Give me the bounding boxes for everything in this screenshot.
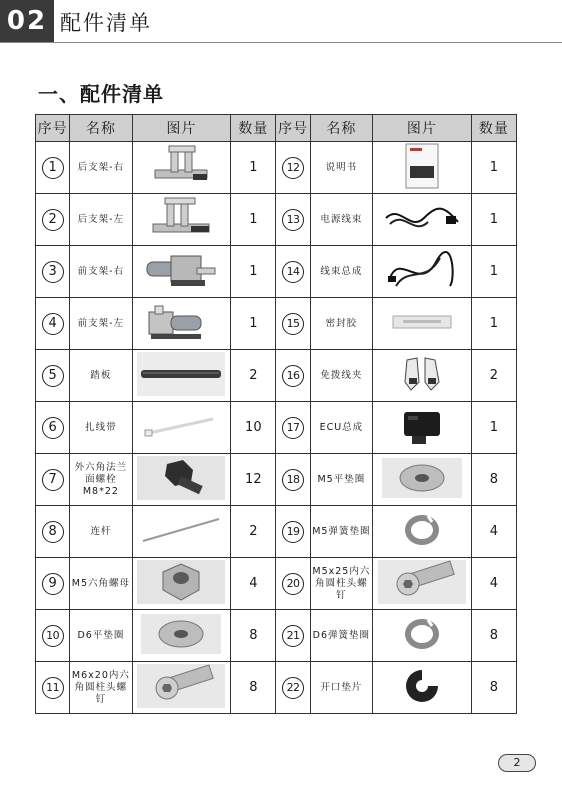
item-quantity-cell <box>471 506 516 558</box>
item-quantity-cell <box>231 350 276 402</box>
item-name-cell <box>70 194 132 246</box>
item-number: 9 <box>42 573 64 595</box>
item-name-cell <box>70 558 132 610</box>
item-quantity-cell <box>471 194 516 246</box>
sealant-icon <box>373 310 471 337</box>
item-number-cell <box>276 662 310 714</box>
flange-bolt-icon <box>133 456 231 503</box>
item-name: 电源线束 <box>320 213 363 225</box>
item-quantity-cell <box>471 298 516 350</box>
item-name: M5六角螺母 <box>71 577 131 589</box>
item-number: 2 <box>42 209 64 231</box>
item-name-cell <box>310 610 372 662</box>
item-name: 开口垫片 <box>320 681 363 693</box>
item-quantity: 8 <box>489 628 498 643</box>
table-row <box>36 246 517 298</box>
item-name: 连杆 <box>90 525 112 537</box>
item-number-cell <box>276 610 310 662</box>
socket-screw-icon <box>373 560 471 607</box>
connecting-rod-icon <box>133 515 231 548</box>
harness-assembly-icon <box>373 248 471 295</box>
item-name: 前支架-右 <box>77 265 125 277</box>
item-picture-cell <box>373 558 472 610</box>
item-number: 3 <box>42 261 64 283</box>
item-name: 前支架-左 <box>77 317 125 329</box>
item-name-cell <box>310 142 372 194</box>
item-name: 外六角法兰面螺栓M8*22 <box>74 461 128 497</box>
item-quantity: 2 <box>249 524 258 539</box>
item-name-cell <box>310 662 372 714</box>
pedal-board-icon <box>133 352 231 399</box>
col-header-no: 序号 <box>36 115 70 142</box>
item-quantity: 2 <box>489 368 498 383</box>
item-picture-cell <box>132 454 231 506</box>
item-number-cell <box>276 194 310 246</box>
spring-washer-icon <box>373 510 471 553</box>
item-picture-cell <box>373 402 472 454</box>
item-name: 免拨线夹 <box>320 369 363 381</box>
item-quantity-cell <box>231 558 276 610</box>
item-quantity: 1 <box>489 160 498 175</box>
item-quantity: 4 <box>489 524 498 539</box>
item-quantity: 1 <box>489 264 498 279</box>
item-number: 8 <box>42 521 64 543</box>
item-number: 18 <box>282 469 304 491</box>
item-quantity: 4 <box>489 576 498 591</box>
chapter-title: 配件清单 <box>60 11 152 35</box>
item-name: 踏板 <box>90 369 112 381</box>
item-quantity-cell <box>471 558 516 610</box>
front-bracket-right-icon <box>133 248 231 295</box>
item-picture-cell <box>132 142 231 194</box>
item-number-cell <box>36 142 70 194</box>
item-number: 10 <box>42 625 64 647</box>
item-number: 22 <box>282 677 304 699</box>
item-number-cell <box>36 402 70 454</box>
item-number: 12 <box>282 157 304 179</box>
table-row <box>36 662 517 714</box>
table-row <box>36 194 517 246</box>
item-name-cell <box>310 350 372 402</box>
item-name: M6x20内六角圆柱头螺钉 <box>71 669 130 705</box>
item-picture-cell <box>132 350 231 402</box>
item-number-cell <box>276 454 310 506</box>
power-harness-icon <box>373 196 471 243</box>
item-name: 后支架-左 <box>77 213 125 225</box>
item-number-cell <box>36 662 70 714</box>
item-picture-cell <box>132 298 231 350</box>
item-quantity: 1 <box>249 160 258 175</box>
item-quantity-cell <box>471 662 516 714</box>
item-number-cell <box>276 142 310 194</box>
item-name-cell <box>310 246 372 298</box>
chapter-number: 02 <box>0 0 54 42</box>
item-number-cell <box>276 298 310 350</box>
item-quantity-cell <box>231 194 276 246</box>
col-header-name: 名称 <box>70 115 132 142</box>
item-number: 7 <box>42 469 64 491</box>
item-name-cell <box>70 350 132 402</box>
col-header-qty: 数量 <box>471 115 516 142</box>
item-number: 6 <box>42 417 64 439</box>
item-name: D6弹簧垫圈 <box>312 629 371 641</box>
item-number-cell <box>36 506 70 558</box>
col-header-name: 名称 <box>310 115 372 142</box>
item-name-cell <box>70 506 132 558</box>
item-quantity: 1 <box>489 420 498 435</box>
item-picture-cell <box>373 246 472 298</box>
item-name-cell <box>70 246 132 298</box>
table-row <box>36 142 517 194</box>
ecu-icon <box>373 404 471 451</box>
col-header-qty: 数量 <box>231 115 276 142</box>
item-quantity: 8 <box>489 680 498 695</box>
item-name: M5x25内六角圆柱头螺钉 <box>312 565 371 601</box>
item-quantity: 8 <box>489 472 498 487</box>
table-row <box>36 610 517 662</box>
item-quantity-cell <box>231 142 276 194</box>
item-name: 后支架-右 <box>77 161 125 173</box>
item-name: ECU总成 <box>319 421 364 433</box>
item-name: M5弹簧垫圈 <box>312 525 371 537</box>
item-quantity-cell <box>231 610 276 662</box>
item-number-cell <box>36 246 70 298</box>
table-row <box>36 402 517 454</box>
table-row <box>36 506 517 558</box>
item-number: 17 <box>282 417 304 439</box>
item-number: 19 <box>282 521 304 543</box>
item-quantity: 1 <box>249 212 258 227</box>
item-number-cell <box>36 454 70 506</box>
item-quantity-cell <box>471 142 516 194</box>
item-name-cell <box>310 194 372 246</box>
item-quantity: 1 <box>489 212 498 227</box>
item-picture-cell <box>373 506 472 558</box>
item-name-cell <box>310 402 372 454</box>
item-quantity: 2 <box>249 368 258 383</box>
section-title: 一、配件清单 <box>38 82 164 106</box>
spring-washer-icon <box>373 614 471 657</box>
item-name: 说明书 <box>325 161 358 173</box>
header-divider <box>0 42 562 43</box>
item-quantity: 4 <box>249 576 258 591</box>
table-row <box>36 350 517 402</box>
item-number-cell <box>276 506 310 558</box>
item-number-cell <box>276 350 310 402</box>
item-picture-cell <box>373 142 472 194</box>
item-quantity: 12 <box>245 472 262 487</box>
item-number-cell <box>36 610 70 662</box>
item-picture-cell <box>132 506 231 558</box>
hex-nut-icon <box>133 560 231 607</box>
item-number-cell <box>36 298 70 350</box>
item-quantity-cell <box>231 246 276 298</box>
item-number-cell <box>276 558 310 610</box>
item-number: 1 <box>42 157 64 179</box>
item-number: 5 <box>42 365 64 387</box>
item-name: 密封胶 <box>325 317 358 329</box>
item-picture-cell <box>132 194 231 246</box>
item-picture-cell <box>373 662 472 714</box>
parts-table <box>35 114 517 714</box>
item-name-cell <box>70 402 132 454</box>
manual-icon <box>373 142 471 193</box>
open-shim-icon <box>373 664 471 711</box>
wire-clip-icon <box>373 352 471 399</box>
cable-tie-icon <box>133 411 231 444</box>
page-number: 2 <box>498 754 536 772</box>
item-picture-cell <box>132 402 231 454</box>
table-header-row <box>36 115 517 142</box>
item-quantity: 1 <box>249 316 258 331</box>
item-picture-cell <box>132 610 231 662</box>
item-name-cell <box>70 142 132 194</box>
item-picture-cell <box>132 246 231 298</box>
item-number: 21 <box>282 625 304 647</box>
item-name-cell <box>310 298 372 350</box>
col-header-no: 序号 <box>276 115 310 142</box>
item-number: 16 <box>282 365 304 387</box>
item-picture-cell <box>132 558 231 610</box>
item-name-cell <box>70 298 132 350</box>
rear-bracket-left-icon <box>133 196 231 243</box>
item-number: 15 <box>282 313 304 335</box>
item-picture-cell <box>373 194 472 246</box>
item-picture-cell <box>373 350 472 402</box>
item-quantity-cell <box>471 246 516 298</box>
item-quantity: 8 <box>249 680 258 695</box>
rear-bracket-right-icon <box>133 144 231 191</box>
item-quantity: 1 <box>249 264 258 279</box>
item-picture-cell <box>373 454 472 506</box>
front-bracket-left-icon <box>133 300 231 347</box>
item-quantity: 10 <box>245 420 262 435</box>
item-quantity-cell <box>231 662 276 714</box>
item-name-cell <box>70 662 132 714</box>
item-quantity-cell <box>231 454 276 506</box>
item-name: 线束总成 <box>320 265 363 277</box>
item-quantity-cell <box>471 350 516 402</box>
col-header-picture: 图片 <box>373 115 472 142</box>
item-name: 扎线带 <box>85 421 117 433</box>
item-quantity: 1 <box>489 316 498 331</box>
item-number-cell <box>276 246 310 298</box>
item-picture-cell <box>132 662 231 714</box>
item-picture-cell <box>373 610 472 662</box>
item-picture-cell <box>373 298 472 350</box>
socket-screw-icon <box>133 664 231 711</box>
item-name: M5平垫圈 <box>317 473 366 485</box>
item-quantity-cell <box>471 454 516 506</box>
table-row <box>36 454 517 506</box>
item-name-cell <box>70 610 132 662</box>
item-number: 20 <box>282 573 304 595</box>
item-quantity-cell <box>231 402 276 454</box>
item-number: 13 <box>282 209 304 231</box>
item-name: D6平垫圈 <box>77 629 125 641</box>
item-quantity-cell <box>231 298 276 350</box>
item-number-cell <box>36 558 70 610</box>
item-quantity-cell <box>471 610 516 662</box>
item-number-cell <box>36 350 70 402</box>
item-name-cell <box>70 454 132 506</box>
item-quantity-cell <box>231 506 276 558</box>
table-row <box>36 558 517 610</box>
item-number: 14 <box>282 261 304 283</box>
item-name-cell <box>310 506 372 558</box>
col-header-picture: 图片 <box>132 115 231 142</box>
table-row <box>36 298 517 350</box>
item-name-cell <box>310 558 372 610</box>
item-number: 11 <box>42 677 64 699</box>
flat-washer-icon <box>133 614 231 657</box>
item-name-cell <box>310 454 372 506</box>
item-number-cell <box>276 402 310 454</box>
item-quantity: 8 <box>249 628 258 643</box>
item-number: 4 <box>42 313 64 335</box>
item-quantity-cell <box>471 402 516 454</box>
flat-washer-icon <box>373 458 471 501</box>
item-number-cell <box>36 194 70 246</box>
